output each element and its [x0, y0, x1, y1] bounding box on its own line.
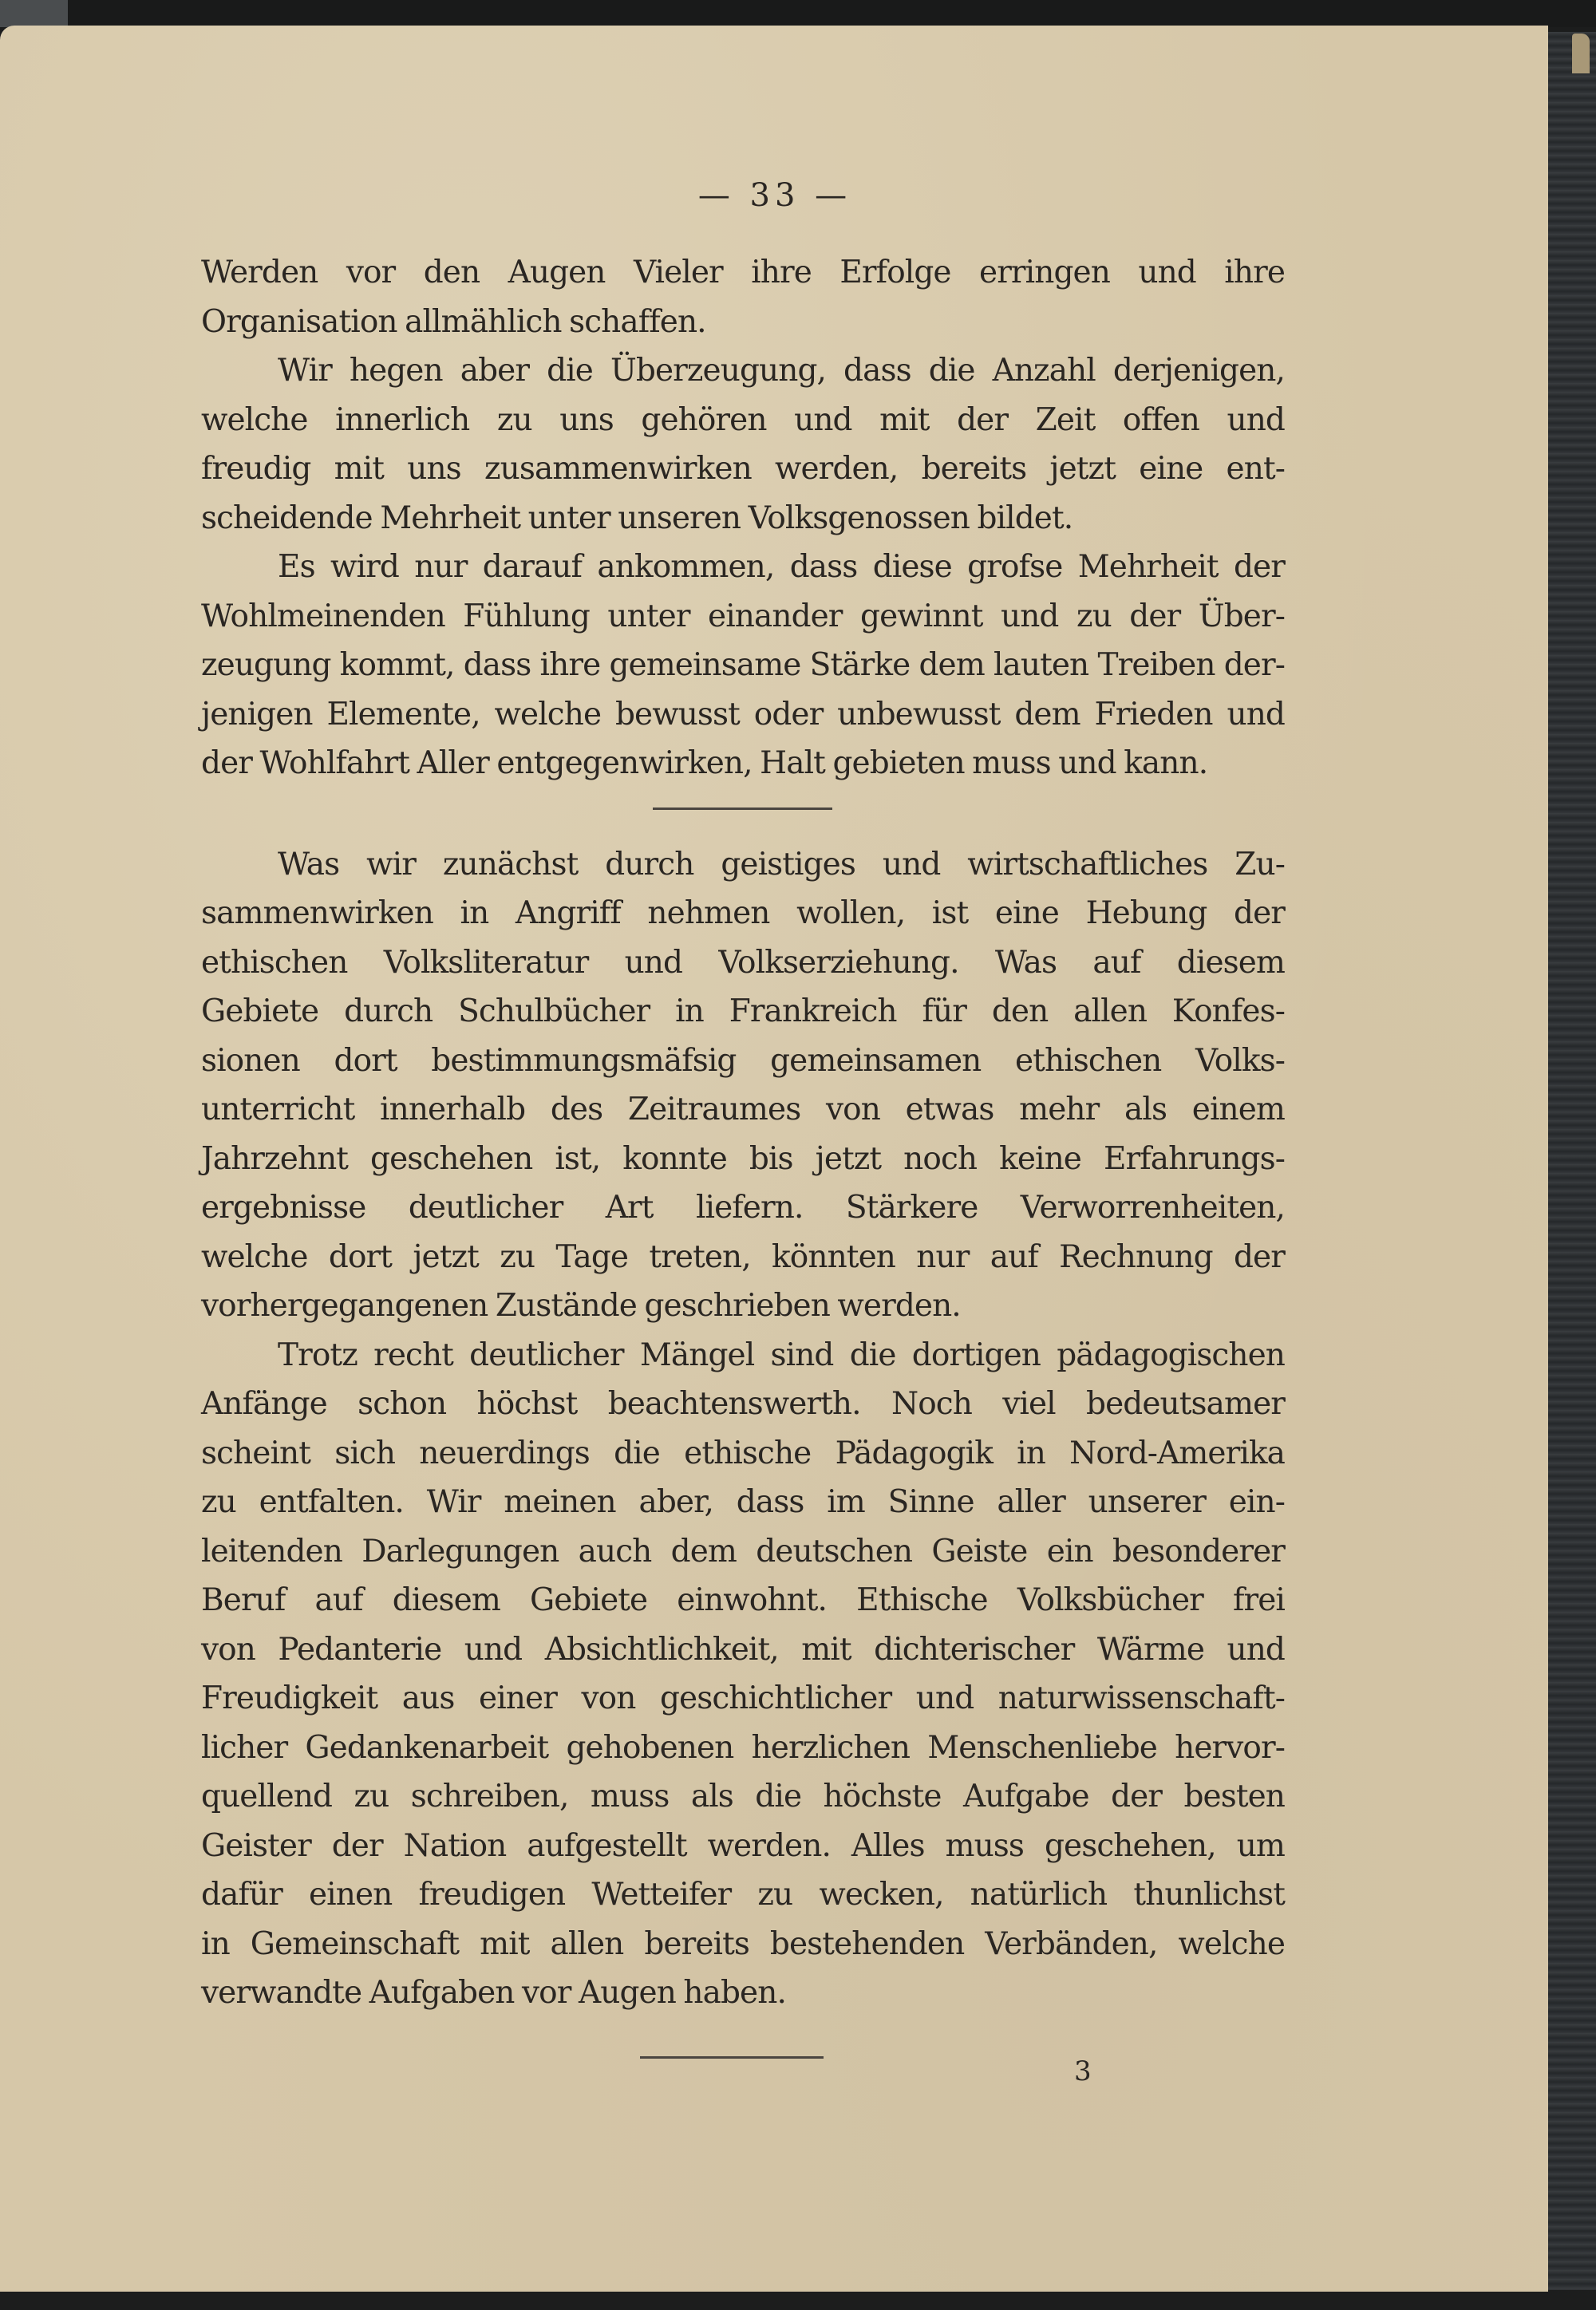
text-line: in Gemeinschaft mit allen bereits bestehenden Verbänden, welche	[201, 1925, 1285, 1962]
text-line: Beruf auf diesem Gebiete einwohnt. Ethische Volksbücher frei	[201, 1582, 1285, 1618]
book-cover-corner	[0, 0, 68, 27]
section-1	[201, 248, 1285, 788]
text-line: von Pedanterie und Absichtlichkeit, mit dichterischer Wärme und	[201, 1631, 1285, 1668]
text-line: Gebiete durch Schulbücher in Frankreich für den allen Konfes-	[201, 993, 1285, 1029]
text-line: Trotz recht deutlicher Mängel sind die dortigen pädagogischen	[278, 1337, 1285, 1373]
spine-worn-edge	[1572, 34, 1590, 73]
text-line: freudig mit uns zusammenwirken werden, bereits jetzt eine ent-	[201, 451, 1285, 487]
text-line: jenigen Elemente, welche bewusst oder unbewusst dem Frieden und	[201, 696, 1285, 732]
section-divider-rule	[653, 808, 832, 810]
text-line: Es wird nur darauf ankommen, dass diese grofse Mehrheit der	[278, 549, 1285, 585]
text-line: unterricht innerhalb des Zeitraumes von etwas mehr als einem	[201, 1092, 1285, 1127]
paragraph	[201, 1331, 1285, 2018]
book-cover-bottom	[0, 2292, 1596, 2310]
text-line: zeugung kommt, dass ihre gemeinsame Stärke dem lauten Treiben der-	[201, 647, 1285, 683]
text-line: scheidende Mehrheit unter unseren Volksgenossen bildet.	[201, 500, 1073, 536]
text-line: vorhergegangenen Zustände geschrieben werden.	[201, 1288, 961, 1324]
text-line: Geister der Nation aufgestellt werden. Alles muss geschehen, um	[201, 1827, 1285, 1864]
text-line: scheint sich neuerdings die ethische Pädagogik in Nord-Amerika	[201, 1435, 1285, 1471]
text-line: licher Gedankenarbeit gehobenen herzlichen Menschenliebe hervor-	[201, 1729, 1285, 1766]
book-spine	[1548, 32, 1596, 2290]
paragraph	[201, 346, 1285, 543]
text-line: welche innerlich zu uns gehören und mit der Zeit offen und	[201, 401, 1285, 438]
text-line: quellend zu schreiben, muss als die höchste Aufgabe der besten	[201, 1779, 1285, 1814]
section-2	[201, 840, 1285, 2018]
text-line: Freudigkeit aus einer von geschichtlicher und naturwissenschaft-	[201, 1680, 1285, 1716]
page-number-header: — 33 —	[697, 177, 852, 214]
text-line: ethischen Volksliteratur und Volkserziehung. Was auf diesem	[201, 944, 1285, 981]
paragraph	[201, 840, 1285, 1331]
text-line: Wohlmeinenden Fühlung unter einander gewinnt und zu der Über-	[201, 598, 1285, 634]
text-line: welche dort jetzt zu Tage treten, könnten nur auf Rechnung der	[201, 1238, 1285, 1275]
text-line: Organisation allmählich schaffen.	[201, 303, 706, 340]
text-line: Was wir zunächst durch geistiges und wirtschaftliches Zu-	[278, 846, 1285, 883]
text-line: zu entfalten. Wir meinen aber, dass im Sinne aller unserer ein-	[201, 1484, 1285, 1520]
paragraph	[201, 543, 1285, 788]
book-cover-top	[0, 0, 1596, 27]
paragraph	[201, 248, 1285, 346]
text-line: Anfänge schon höchst beachtenswerth. Noch viel bedeutsamer	[201, 1386, 1285, 1422]
text-line: sammenwirken in Angriff nehmen wollen, ist eine Hebung der	[201, 895, 1285, 931]
text-line: der Wohlfahrt Aller entgegenwirken, Halt gebieten muss und kann.	[201, 745, 1208, 781]
text-line: leitenden Darlegungen auch dem deutschen Geiste ein besonderer	[201, 1533, 1285, 1570]
text-line: Jahrzehnt geschehen ist, konnte bis jetzt noch keine Erfahrungs-	[201, 1140, 1285, 1177]
text-line: sionen dort bestimmungsmäfsig gemeinsamen ethischen Volks-	[201, 1042, 1285, 1079]
end-divider-rule	[640, 2056, 824, 2059]
text-line: verwandte Aufgaben vor Augen haben.	[201, 1975, 786, 2011]
text-line: ergebnisse deutlicher Art liefern. Stärkere Verworrenheiten,	[201, 1190, 1285, 1226]
text-line: Wir hegen aber die Überzeugung, dass die Anzahl derjenigen,	[278, 353, 1285, 389]
text-line: dafür einen freudigen Wetteifer zu wecken, natürlich thunlichst	[201, 1877, 1285, 1913]
text-line: Werden vor den Augen Vieler ihre Erfolge erringen und ihre	[201, 255, 1285, 290]
printer-signature-mark: 3	[1074, 2055, 1092, 2087]
page-text-block	[201, 172, 1285, 2059]
